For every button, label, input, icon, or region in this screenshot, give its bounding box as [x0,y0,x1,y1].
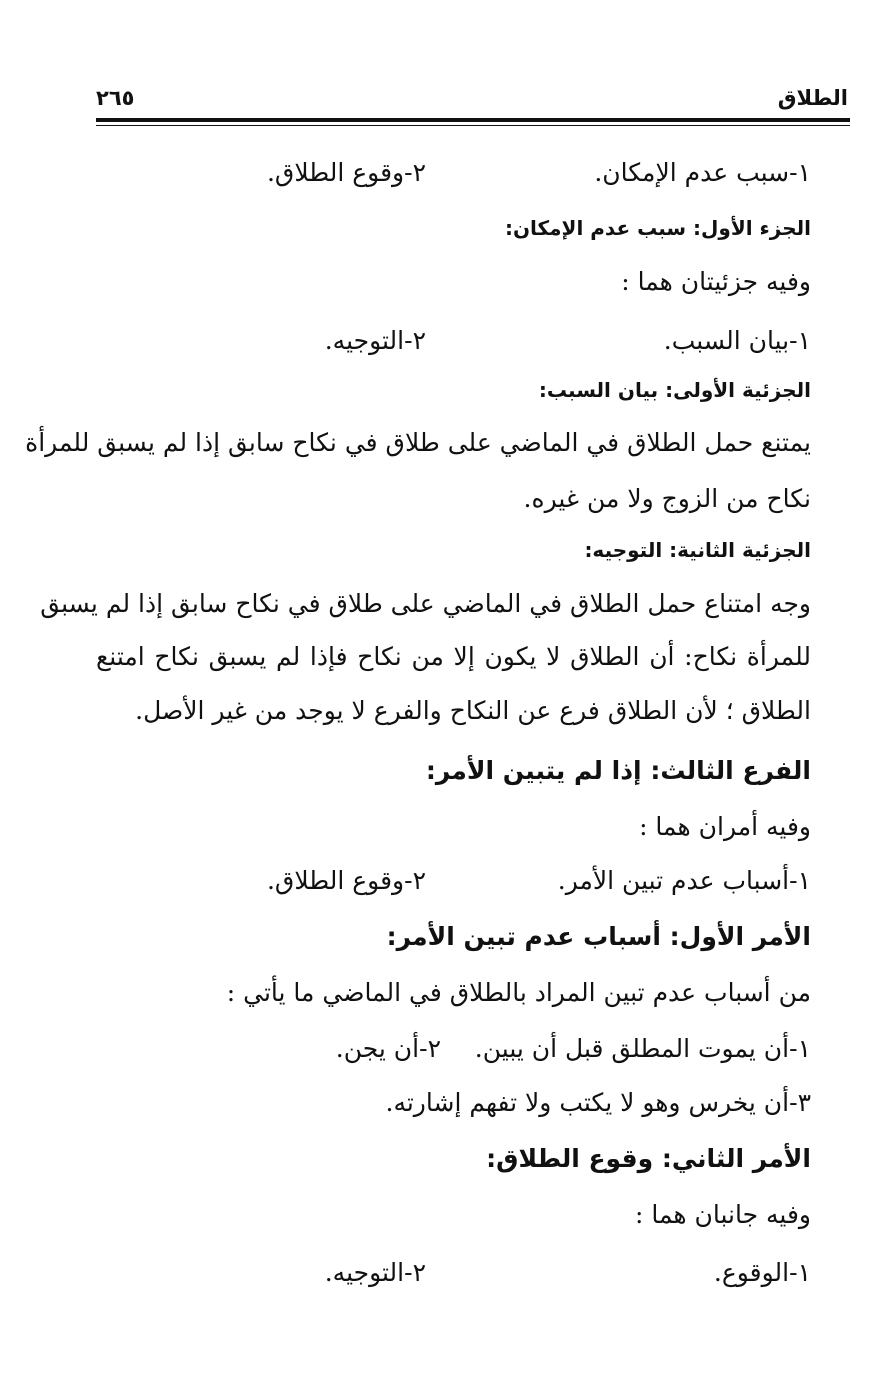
paragraph-line: الطلاق ؛ لأن الطلاق فرع عن النكاح والفرع لا يوجد من غير الأصل. [135,696,811,725]
page-number: ٢٦٥ [96,86,135,110]
list-item-pair [96,158,811,190]
running-title: الطلاق [777,86,848,110]
paragraph-line: من أسباب عدم تبين المراد بالطلاق في الماضي ما يأتي : [226,978,811,1007]
paragraph-line: وفيه أمران هما : [639,812,811,841]
running-header [96,86,848,116]
list-item: ٢-أن يجن. [335,1034,441,1063]
list-item-pair [96,866,811,898]
section-heading: الأمر الأول: أسباب عدم تبين الأمر: [386,922,811,951]
list-item: ١-أسباب عدم تبين الأمر. [557,866,811,895]
paragraph-line: وفيه جانبان هما : [634,1200,811,1229]
list-item: ١-الوقوع. [713,1258,811,1287]
section-heading: الأمر الثاني: وقوع الطلاق: [486,1144,811,1173]
paragraph-line: وجه امتناع حمل الطلاق في الماضي على طلاق في نكاح سابق إذا لم يسبق [40,589,811,618]
section-heading: الجزئية الثانية: التوجيه: [584,538,811,562]
paragraph-line: للمرأة نكاح: أن الطلاق لا يكون إلا من نكاح فإذا لم يسبق نكاح امتنع [96,642,811,671]
list-item-pair [96,1258,811,1290]
paragraph-line: يمتنع حمل الطلاق في الماضي على طلاق في نكاح سابق إذا لم يسبق للمرأة [25,428,811,457]
section-heading: الجزء الأول: سبب عدم الإمكان: [504,216,811,240]
list-item: ٢-التوجيه. [324,1258,426,1287]
list-item: ٢-التوجيه. [324,326,426,355]
section-heading: الجزئية الأولى: بيان السبب: [538,378,811,402]
paragraph-line: ٣-أن يخرس وهو لا يكتب ولا تفهم إشارته. [385,1088,811,1117]
header-rule-thick [96,118,850,122]
list-item: ١-أن يموت المطلق قبل أن يبين. [474,1034,811,1063]
list-item-pair [96,1034,811,1066]
header-rule-thin [96,125,850,126]
paragraph-line: وفيه جزئيتان هما : [621,267,811,296]
section-heading: الفرع الثالث: إذا لم يتبين الأمر: [425,756,811,785]
list-item: ٢-وقوع الطلاق. [266,866,426,895]
list-item-pair [96,326,811,358]
paragraph-line: نكاح من الزوج ولا من غيره. [523,484,811,513]
list-item: ١-سبب عدم الإمكان. [594,158,811,187]
list-item: ٢-وقوع الطلاق. [266,158,426,187]
list-item: ١-بيان السبب. [663,326,811,355]
